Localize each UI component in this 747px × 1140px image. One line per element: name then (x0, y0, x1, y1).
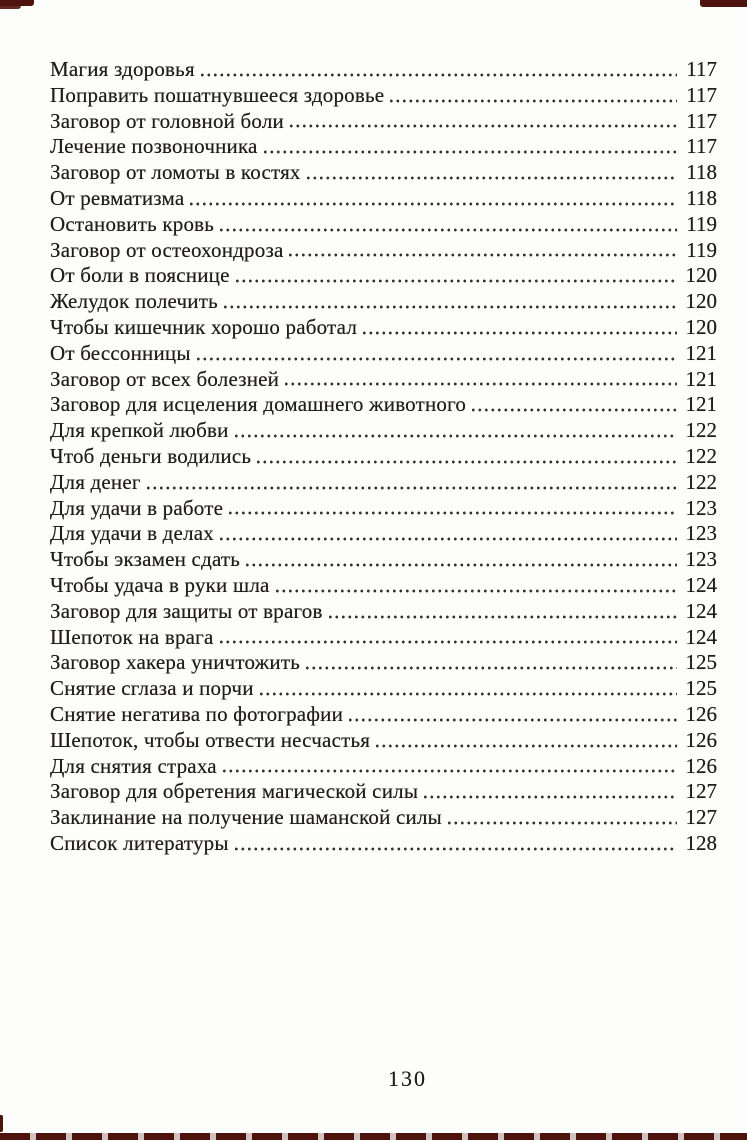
scan-artifact-top-left-2 (0, 5, 21, 9)
toc-entry (50, 496, 717, 522)
toc-entry (50, 341, 717, 367)
toc-entry-page: 118 (686, 185, 717, 210)
toc-entry-title: Заговор от головной боли (50, 108, 284, 133)
dot-leader (276, 589, 677, 593)
toc-entry-title: Для удачи в делах (50, 521, 214, 546)
toc-entry (50, 57, 717, 83)
dot-leader (220, 228, 677, 232)
dot-leader (289, 253, 677, 257)
dot-leader (260, 692, 677, 696)
toc-entry-title: Заговор от ломоты в костях (50, 160, 301, 185)
toc-entry-title: От ревматизма (50, 185, 185, 210)
toc-entry-title: Поправить пошатнувшееся здоровье (50, 82, 385, 107)
toc-entry-title: Для снятия страха (50, 753, 217, 778)
toc-entry-title: Лечение позвоночника (50, 134, 258, 159)
toc-entry-page: 122 (685, 418, 717, 443)
toc-entry (50, 186, 717, 212)
toc-entry (50, 238, 717, 264)
dot-leader (190, 202, 677, 206)
dot-leader (349, 718, 677, 722)
toc-entry-page: 121 (685, 392, 717, 417)
toc-entry (50, 289, 717, 315)
dot-leader (235, 434, 677, 438)
scan-artifact-bottom-edge (0, 1133, 747, 1140)
toc-entry-title: Чтобы экзамен сдать (50, 547, 241, 572)
toc-entry (50, 212, 717, 238)
toc-entry (50, 521, 717, 547)
toc-entry-title: Снятие негатива по фотографии (50, 701, 344, 726)
toc-entry (50, 263, 717, 289)
toc-entry-page: 122 (685, 469, 717, 494)
toc-entry-title: Заговор от остеохондроза (50, 237, 284, 262)
toc-entry (50, 470, 717, 496)
toc-entry-title: Заговор для обретения магической силы (50, 779, 419, 804)
toc-entry (50, 315, 717, 341)
toc-entry-page: 117 (686, 108, 717, 133)
toc-entry-title: Заговор от всех болезней (50, 366, 280, 391)
toc-entry-page: 128 (685, 830, 717, 855)
toc-entry-page: 121 (685, 340, 717, 365)
table-of-contents (50, 57, 717, 857)
toc-entry-page: 126 (685, 701, 717, 726)
page-number: 130 (388, 1066, 427, 1091)
toc-entry-title: Чтобы удача в руки шла (50, 572, 270, 597)
dot-leader (235, 847, 677, 851)
toc-entry (50, 418, 717, 444)
toc-entry (50, 625, 717, 651)
toc-entry (50, 547, 717, 573)
toc-entry-page: 127 (685, 805, 717, 830)
toc-entry (50, 702, 717, 728)
toc-entry-page: 126 (685, 753, 717, 778)
toc-entry (50, 728, 717, 754)
toc-entry (50, 134, 717, 160)
toc-entry-title: Заговор для защиты от врагов (50, 598, 323, 623)
toc-entry-title: Для крепкой любви (50, 418, 229, 443)
toc-entry-page: 124 (685, 624, 717, 649)
toc-entry (50, 83, 717, 109)
toc-entry-title: Для денег (50, 469, 141, 494)
toc-entry (50, 650, 717, 676)
dot-leader (147, 486, 677, 490)
dot-leader (223, 769, 677, 773)
toc-entry-page: 117 (686, 82, 717, 107)
toc-entry-page: 120 (685, 289, 717, 314)
dot-leader (201, 73, 677, 77)
toc-entry-title: Для удачи в работе (50, 495, 224, 520)
toc-entry-page: 120 (685, 263, 717, 288)
dot-leader (306, 666, 677, 670)
toc-entry-page: 118 (686, 160, 717, 185)
dot-leader (290, 124, 677, 128)
toc-entry-page: 125 (685, 650, 717, 675)
toc-entry-title: Заклинание на получение шаманской силы (50, 805, 442, 830)
toc-entry-title: Магия здоровья (50, 57, 195, 81)
toc-entry (50, 831, 717, 857)
toc-entry (50, 392, 717, 418)
toc-entry (50, 573, 717, 599)
toc-entry (50, 779, 717, 805)
dot-leader (197, 357, 677, 361)
dot-leader (363, 331, 677, 335)
toc-entry-page: 126 (685, 727, 717, 752)
toc-entry-title: Заговор для исцеления домашнего животного (50, 392, 467, 417)
toc-entry-page: 124 (685, 598, 717, 623)
toc-entry (50, 599, 717, 625)
dot-leader (472, 408, 677, 412)
toc-entry (50, 109, 717, 135)
toc-entry-page: 127 (685, 779, 717, 804)
dot-leader (220, 537, 677, 541)
toc-entry-title: От бессонницы (50, 340, 191, 365)
dot-leader (329, 615, 677, 619)
dot-leader (264, 150, 677, 154)
toc-entry-title: Снятие сглаза и порчи (50, 676, 254, 701)
toc-entry-page: 122 (685, 443, 717, 468)
toc-entry-page: 120 (685, 314, 717, 339)
toc-entry (50, 160, 717, 186)
toc-entry-page: 123 (685, 521, 717, 546)
dot-leader (424, 795, 677, 799)
toc-entry (50, 367, 717, 393)
toc-entry-title: Желудок полечить (50, 289, 218, 314)
dot-leader (236, 279, 677, 283)
dot-leader (220, 640, 678, 644)
dot-leader (376, 744, 677, 748)
toc-entry-page: 121 (685, 366, 717, 391)
dot-leader (229, 511, 677, 515)
toc-entry-title: Остановить кровь (50, 211, 215, 236)
toc-entry (50, 805, 717, 831)
toc-entry-title: Список литературы (50, 830, 229, 855)
toc-entry-page: 117 (686, 134, 717, 159)
dot-leader (448, 821, 677, 825)
dot-leader (257, 460, 677, 464)
dot-leader (224, 305, 677, 309)
toc-entry-page: 117 (686, 57, 717, 81)
scan-artifact-bottom-left (0, 1115, 3, 1132)
toc-entry (50, 444, 717, 470)
scan-artifact-top-right (700, 0, 747, 7)
toc-entry-title: От боли в пояснице (50, 263, 230, 288)
toc-entry-page: 124 (685, 572, 717, 597)
toc-entry-page: 119 (686, 237, 717, 262)
dot-leader (246, 563, 677, 567)
dot-leader (285, 382, 677, 386)
toc-entry-page: 125 (685, 676, 717, 701)
toc-entry-page: 119 (686, 211, 717, 236)
dot-leader (390, 99, 677, 103)
toc-entry-title: Шепоток, чтобы отвести несчастья (50, 727, 371, 752)
toc-entry-page: 123 (685, 495, 717, 520)
toc-entry (50, 676, 717, 702)
toc-entry-title: Чтобы кишечник хорошо работал (50, 314, 358, 339)
toc-entry-page: 123 (685, 547, 717, 572)
toc-entry (50, 754, 717, 780)
toc-entry-title: Шепоток на врага (50, 624, 214, 649)
toc-entry-title: Заговор хакера уничтожить (50, 650, 300, 675)
toc-entry-title: Чтоб деньги водились (50, 443, 252, 468)
dot-leader (307, 176, 677, 180)
